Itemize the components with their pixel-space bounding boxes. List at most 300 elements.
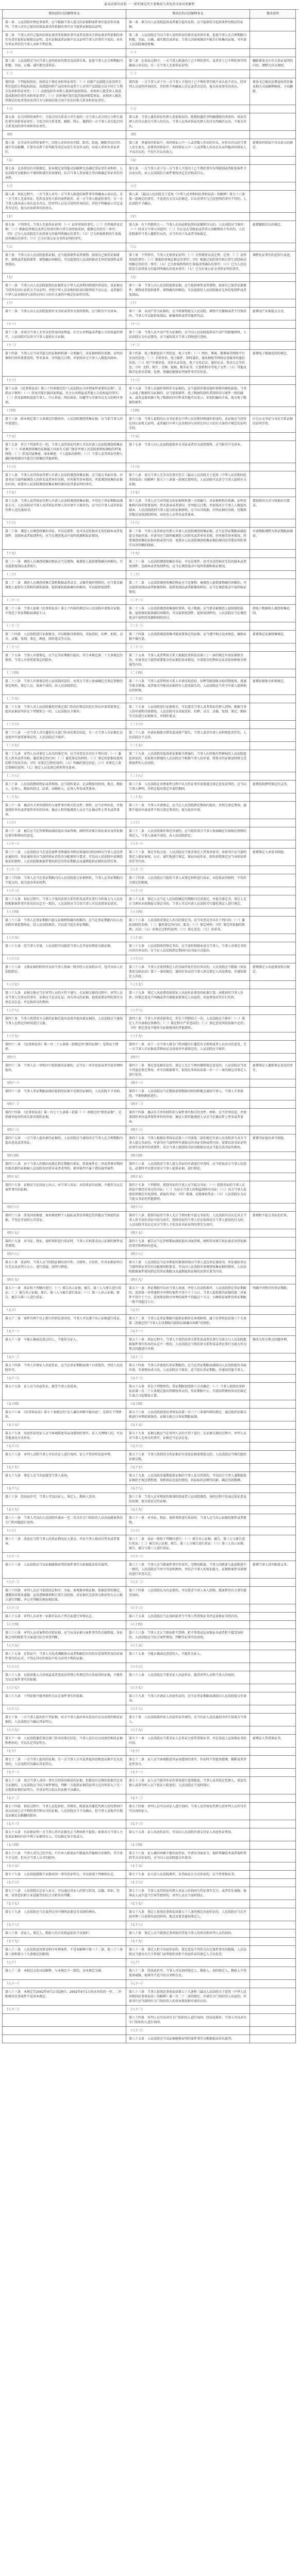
cell-old-text: 第三十三条 人民法院应当在送达案件受理通知书和应诉通知书的同时向当事人送达举证通知书。举证通知书应当载明举证责任的分配原则与要求、可以向人民法院申请调查取证的情形、人民法院根据案件情况指定的举证期限以及逾期提供证据的法律后果。 <box>3 849 126 866</box>
cell-old-text: 第三十六条 当事人在举证期限内提交证据材料确有困难的，应当在举证期限内向人民法院申请延期举证，经人民法院准许，可以适当延长举证期限。 <box>3 917 126 934</box>
cell-old-text: 第五十八条 审判人员和当事人可以对证人进行询问。证人不得旁听法庭审理。 <box>3 1451 126 1464</box>
table-row <box>3 320 296 329</box>
cell-new-text: （四十三） <box>126 1126 250 1134</box>
table-header-row <box>3 10 296 19</box>
table-row <box>3 1621 296 1629</box>
cell-note-text <box>250 1850 296 1862</box>
cell-old-text: （五十） <box>3 1307 126 1315</box>
cell-note-text <box>250 1841 296 1850</box>
cell-new-text: 第一条 原告向人民法院起诉或者被告提出反诉，应当提供符合起诉条件的相应的证据。 <box>126 19 250 31</box>
cell-note-text <box>250 550 296 558</box>
cell-note-text <box>250 165 296 182</box>
cell-new-text: （五十一） <box>126 1328 250 1336</box>
cell-note-text <box>250 1967 296 1980</box>
table-row <box>3 1938 296 1946</box>
cell-old-text: （五十六） <box>3 1443 126 1451</box>
cell-old-text: （四十五） <box>3 1173 126 1181</box>
cell-old-text: 第二十一条 调查人员调查收集的物证应当是原物。被调查人提供原物确有困难的，可以提供复制品或者照片。 <box>3 558 126 571</box>
table-row <box>3 1841 296 1850</box>
cell-new-text: （六） <box>126 182 250 191</box>
column-header-new: 修改后的司法解释条文 <box>126 10 250 19</box>
table-row <box>3 703 296 721</box>
cell-note-text <box>250 1472 296 1485</box>
cell-new-text: （八十二） <box>126 2006 250 2014</box>
cell-note-text <box>250 1748 296 1756</box>
cell-new-text: 第六十六条 当事人无正当理由拒不到场、拒不签署或宣读保证书或者拒不接受询问的，人民法院应当综合案件情况，判断待证事实的真伪。 <box>126 1629 250 1642</box>
table-row <box>3 471 296 489</box>
cell-note-text <box>250 895 296 908</box>
cell-note-text <box>250 377 296 385</box>
cell-old-text: 第十六条 除本规定第十五条规定的情形外，人民法院调查收集证据，应当依当事人的申请进行。 <box>3 415 126 433</box>
cell-old-text: （十四） <box>3 407 126 415</box>
cell-old-text: 第七条 在法律没有具体规定，依本规定及其他司法解释无法确定举证责任承担时，人民法院可以根据公平原则和诚实信用原则，综合当事人举证能力等因素确定举证责任的承担。 <box>3 165 126 182</box>
table-row <box>3 2006 296 2014</box>
table-row <box>3 1353 296 1362</box>
cell-old-text: 第八十一条 人民法院适用简易程序审理案件，不受本解释中第三十二条、第三十三条第三款和第七十九条规定的限制。 <box>3 1946 126 1959</box>
cell-note-text <box>250 1642 296 1650</box>
cell-note-text <box>250 742 296 750</box>
cell-note-text <box>250 157 296 165</box>
table-row <box>3 1421 296 1430</box>
cell-old-text: （五十四） <box>3 1400 126 1409</box>
cell-old-text: （五十七） <box>3 1464 126 1472</box>
cell-new-text: （二十六） <box>126 721 250 729</box>
table-row <box>3 157 296 165</box>
cell-note-text <box>250 558 296 571</box>
cell-new-text: （二十二） <box>126 622 250 631</box>
cell-new-text: （三十九） <box>126 1032 250 1041</box>
table-row <box>3 550 296 558</box>
table-row <box>3 1663 296 1671</box>
cell-new-text: （六十一） <box>126 1553 250 1561</box>
cell-new-text: 第五条 当事人委托诉讼代理人参加诉讼的，除授权委托书明确排除的事项外，诉讼代理人的自认视为当事人的自认。当事人在场对诉讼代理人的自认明确否认的，不视为自认。 <box>126 113 250 131</box>
cell-old-text: （二十三） <box>3 643 126 652</box>
cell-note-text: 新增共同诉讼中自认效力的规定。 <box>250 139 296 157</box>
cell-note-text <box>250 1238 296 1250</box>
cell-note-text <box>250 1443 296 1451</box>
cell-note-text <box>250 1527 296 1535</box>
cell-note-text <box>250 1777 296 1794</box>
cell-note-text <box>250 1514 296 1527</box>
cell-new-text: （八十三） <box>126 2027 250 2035</box>
cell-old-text: （一） <box>3 49 126 57</box>
table-row <box>3 221 296 243</box>
cell-new-text: 第二十四条 人民法院调查收集可能需要鉴定的证据，应当遵守相关技术规范，确保证据不被污染。 <box>126 631 250 643</box>
table-row <box>3 1535 296 1553</box>
table-row <box>3 1604 296 1613</box>
table-row <box>3 1650 296 1663</box>
cell-note-text <box>250 1921 296 1929</box>
cell-old-text: 第五十六条 《民事诉讼法》第七十条规定的“证人确有困难不能出庭”，是指有下列情形。 <box>3 1409 126 1421</box>
table-row <box>3 677 296 695</box>
cell-old-text: 第十八条 当事人及其诉讼代理人申请人民法院调查收集证据，应当提交书面申请。申请书应当载明被调查人的姓名或者单位名称、住所地等基本情况、所要调查收集的证据的内容、需要由人民法院调查收集证据的原因及其要证明的事实。 <box>3 471 126 489</box>
cell-new-text: 第二十三条 人民法院调查收集视听资料、电子数据，应当要求被调查人提供原始载体。提供原始载体确有困难的，可以提供复制件。提供复制件的，人民法院应当在调查笔录中说明其来源和制作经过。 <box>126 605 250 622</box>
comparison-page <box>2 9 296 2576</box>
cell-note-text <box>250 669 296 677</box>
cell-new-text: 第八条 《最高人民法院关于适用〈中华人民共和国民事诉讼法〉的解释》第九十六条第一款规定的事实，不适用有关自认的规定。自认的事实与已经查明的事实不符的，人民法院不予确认。 <box>126 191 250 213</box>
table-row <box>3 1284 296 1307</box>
table-row <box>3 31 296 49</box>
cell-new-text: 第十一条 当事人向人民法院提供证据，应当提供原件或者原物。如需自己保存证据原件、原物或者提供原件、原物确有困难的，可以提供经人民法院核对无异的复制件或者复制品。 <box>126 282 250 299</box>
cell-note-text: 明确不同程序的举证期限。 <box>250 1284 296 1307</box>
cell-new-text: （七十） <box>126 1748 250 1756</box>
table-row <box>3 1879 296 1887</box>
cell-note-text <box>250 1181 296 1204</box>
cell-note-text <box>250 1705 296 1714</box>
table-row <box>3 1871 296 1879</box>
table-row <box>3 1587 296 1604</box>
cell-old-text: （七十九） <box>3 1938 126 1946</box>
cell-old-text: 第六十八条 以侵害他人合法权益或者违反法律禁止性规定的方法取得的证据，不能作为认定案件事实的依据。 <box>3 1671 126 1684</box>
table-row <box>3 1307 296 1315</box>
table-row <box>3 489 296 497</box>
table-row <box>3 887 296 895</box>
cell-note-text <box>250 1400 296 1409</box>
cell-new-text: （十二） <box>126 342 250 350</box>
cell-new-text: （七十五） <box>126 1862 250 1871</box>
table-row <box>3 1748 296 1756</box>
table-row <box>3 1134 296 1152</box>
cell-old-text: （十二） <box>3 342 126 350</box>
table-row <box>3 342 296 350</box>
cell-new-text: （七十三） <box>126 1820 250 1828</box>
cell-new-text: （四十九） <box>126 1276 250 1284</box>
cell-old-text: （五十二） <box>3 1353 126 1362</box>
cell-old-text: （五十一） <box>3 1328 126 1336</box>
cell-new-text: 第六十八条 人民法院应当要求证人出庭作证，接受审判人员和当事人的询问。 <box>126 1671 250 1684</box>
cell-note-text <box>250 1126 296 1134</box>
cell-old-text: （四） <box>3 131 126 139</box>
cell-note-text <box>250 441 296 463</box>
table-row <box>3 1684 296 1692</box>
cell-old-text: （五十五） <box>3 1421 126 1430</box>
cell-new-text: （二十八） <box>126 772 250 781</box>
cell-new-text: 第二条 人民法院应当向当事人说明举证的要求及法律后果，促使当事人在合理期限内积极、全面、正确、诚实地完成举证。当事人因客观原因不能自行收集的证据，可申请人民法院调查收集。 <box>126 31 250 49</box>
cell-old-text: 第三十八条 交换证据的时间可以由当事人协商一致并经人民法院认可，也可以由人民法院指定。 <box>3 963 126 981</box>
table-row <box>3 1204 296 1212</box>
table-row <box>3 2014 296 2027</box>
cell-note-text: 新增当事人真实陈述义务。 <box>250 1561 296 1579</box>
cell-old-text: 第二条 当事人对自己提出的诉讼请求所依据的事实或者反驳对方诉讼请求所依据的事实有责任提供证据加以证明。没有证据或者证据不足以证明当事人的事实主张的，由负有举证责任的当事人承担不利后果。 <box>3 31 126 49</box>
cell-old-text: 第八十三条 本规定自2002年4月1日起施行。2002年4月1日尚未审结的一审、二审和再审民事案件不适用本规定。 <box>3 1988 126 2006</box>
cell-old-text: 第五条 在合同纠纷案件中，主张合同关系成立并生效的一方当事人对合同订立和生效的事实承担举证责任；主张合同关系变更、解除、终止、撤销的一方当事人对引起合同关系变动的事实承担举证责任。 <box>3 113 126 131</box>
cell-new-text: 第五十九条 人民法院对逾期提供证据的当事人处以罚款的，可以结合当事人逾期提供证据的主观过错程度、导致诉讼迟延的情况、诉讼标的金额等因素，确定罚款数额。 <box>126 1472 250 1485</box>
cell-new-text: 第七条 一方当事人对于另一方当事人主张的于己不利的事实有所限制或者附加条件予以承认的，由人民法院综合案件情况决定是否构成自认。 <box>126 165 250 182</box>
cell-old-text: 第五十一条 质证按下列顺序进行：（一）原告出示证据，被告、第三人与原告进行质证；（二）被告出示证据，原告、第三人与被告进行质证；（三）第三人出示证据，原告、被告与第三人进行质证。 <box>3 1284 126 1307</box>
cell-note-text: 新增书证提出命令制度。 <box>250 1134 296 1152</box>
table-row <box>3 1756 296 1769</box>
cell-note-text <box>250 1088 296 1100</box>
cell-new-text: （二十九） <box>126 793 250 802</box>
table-row <box>3 955 296 963</box>
cell-old-text: （六十三） <box>3 1604 126 1613</box>
cell-note-text <box>250 31 296 49</box>
table-row <box>3 213 296 221</box>
cell-new-text: （三十八） <box>126 1007 250 1015</box>
cell-note-text <box>250 819 296 827</box>
cell-old-text: 第四十四条 《民事诉讼法》第一百七十九条第一款第（一）项规定的“新的证据”，是指原审庭审结束后新发现的证据。 <box>3 1109 126 1126</box>
cell-new-text: （十一） <box>126 320 250 329</box>
cell-old-text: 第二十六条 当事人申请鉴定经人民法院同意后，由双方当事人协商确定有鉴定资格的鉴定机构、鉴定人员，协商不成的，由人民法院指定。 <box>3 677 126 695</box>
cell-old-text: （十五） <box>3 433 126 441</box>
cell-new-text: 第五十二条 当事人在举证期限内提供证据存在客观障碍，属于民事诉讼法第六十五条第二款规定的“当事人在该期限内提供证据确有困难”的情形。 <box>126 1315 250 1328</box>
table-row <box>3 1803 296 1820</box>
cell-new-text: （二十四） <box>126 669 250 677</box>
table-row <box>3 1362 296 1375</box>
table-row <box>3 1553 296 1561</box>
table-row <box>3 113 296 131</box>
cell-note-text <box>250 243 296 251</box>
cell-note-text: 新增证人签署保证书。 <box>250 1735 296 1748</box>
cell-new-text: （三十三） <box>126 887 250 895</box>
cell-note-text <box>250 342 296 350</box>
cell-new-text: （三十七） <box>126 981 250 989</box>
cell-old-text: （三） <box>3 105 126 113</box>
cell-new-text: 第三十三条 鉴定开始之前，人民法院应当要求鉴定人签署承诺书。承诺书中应当载明鉴定人保证客观、公正、诚实地进行鉴定，保证出庭作证，如作虚假鉴定应当承担法律责任等内容。 <box>126 849 250 866</box>
cell-new-text: 第十六条 当事人提供的公文书证系在中华人民共和国领域外形成的，该证据应当经所在国公证机关证明，或者履行中华人民共和国与该所在国订立的有关条约中规定的证明手续。 <box>126 415 250 433</box>
cell-note-text: 区分公文书证与身份关系证据的证明手续。 <box>250 415 296 433</box>
cell-new-text: （十八） <box>126 519 250 528</box>
cell-old-text: （四十一） <box>3 1079 126 1088</box>
cell-old-text: 第五十五条 证人应当出庭作证，接受当事人的质询。 <box>3 1383 126 1400</box>
cell-new-text: （一） <box>126 49 250 57</box>
table-row <box>3 1336 296 1353</box>
cell-old-text: 第七十五条 有证据证明一方当事人持有证据无正当理由拒不提供，如果对方当事人主张该证据的内容不利于证据持有人，可以推定该主张成立。 <box>3 1828 126 1841</box>
table-row <box>3 274 296 282</box>
cell-new-text: 第五十七条 证据交换应当在审判人员的主持下进行。在证据交换的过程中，审判人员对当事人无异议的事实、证据应当记录在卷。 <box>126 1430 250 1443</box>
cell-note-text <box>250 1100 296 1109</box>
cell-new-text: 第七十六条 证人确有困难不能出庭作证，申请以书面证言、视听传输技术或者视听资料等方式作证的，应当向人民法院提交申请书。 <box>126 1850 250 1862</box>
cell-note-text <box>250 433 296 441</box>
cell-note-text <box>250 471 296 489</box>
cell-new-text: （六十八） <box>126 1705 250 1714</box>
cell-new-text: 第六十三条 当事人应当就案件事实作真实、完整的陈述。当事人的陈述与此前陈述不一致的，人民法院应当责令其说明理由，并结合当事人的诉讼能力、证据和案件具体情况进行审查认定。 <box>126 1561 250 1579</box>
cell-note-text <box>250 1464 296 1472</box>
table-row <box>3 908 296 917</box>
table-row <box>3 1430 296 1443</box>
cell-new-text: 第八十四条 审判人员可以对有专门知识的人进行询问。经法庭准许，当事人可以对有专门知识的人进行询问。 <box>126 2014 250 2027</box>
cell-old-text: 第五十三条 不能正确表达意志的人，不能作为证人。 <box>3 1336 126 1353</box>
cell-new-text: 第四十九条 被告应当在答辩期届满前提出书面答辩，阐明其对原告诉讼请求及所依据的事实和理由的意见。 <box>126 1238 250 1250</box>
cell-note-text <box>250 1032 296 1041</box>
cell-new-text: 第八十二条 经法庭许可，当事人可以询问鉴定人、勘验人。询问鉴定人、勘验人不得使用威胁、侮辱等不适当的言语和方式。 <box>126 1967 250 1980</box>
table-row <box>3 874 296 887</box>
table-row <box>3 1100 296 1109</box>
table-row <box>3 981 296 989</box>
table-row <box>3 308 296 320</box>
table-row <box>3 1409 296 1421</box>
cell-note-text <box>250 1769 296 1777</box>
cell-new-text: 第十四条 电子数据包括下列信息、电子文件：（一）网页、博客、微博客等网络平台发布的信息；（二）手机短信、电子邮件、即时通信、通讯群组等网络应用服务的通信信息；（三）用户注册信息、身份认证信息、电子交易记录、通信记录、登录日志等信息；（四）文档、图片、音频、视频、数字证书、计算机程序等电子文件；（五）其他以数字化形式存储、处理、传输的能够证明案件事实的信息。 <box>126 350 250 377</box>
cell-new-text: （七十八） <box>126 1921 250 1929</box>
table-row <box>3 1238 296 1250</box>
cell-note-text <box>250 1684 296 1692</box>
cell-note-text <box>250 579 296 597</box>
cell-old-text: （六十二） <box>3 1579 126 1587</box>
cell-old-text: 第二十五条 当事人申请鉴定，应当在举证期限内提出。符合本规定第二十七条规定的情形，当事人申请重新鉴定的除外。 <box>3 652 126 669</box>
cell-note-text <box>250 1803 296 1820</box>
cell-note-text <box>250 643 296 652</box>
cell-note-text <box>250 2006 296 2014</box>
cell-new-text: （三十六） <box>126 955 250 963</box>
cell-note-text <box>250 1604 296 1613</box>
cell-old-text <box>3 2027 126 2035</box>
table-row <box>3 1705 296 1714</box>
table-row <box>3 1887 296 1900</box>
table-row <box>3 165 296 182</box>
table-row <box>3 19 296 31</box>
table-row <box>3 1315 296 1328</box>
cell-new-text: 第四十六条 人民法院对当事人提交书证的申请进行审查时，应当听取对方当事人的意见，必要时可以要求双方当事人提供证据、进行辩论。 <box>126 1160 250 1173</box>
cell-new-text: 第二十九条 人民法院采取诉前证据保全措施后，当事人向其他有管辖权的人民法院提起诉讼的，采取保全措施的人民法院应当根据当事人的申请，将保全的证据及时移交受理案件的人民法院。 <box>126 750 250 772</box>
cell-note-text <box>250 1353 296 1362</box>
cell-note-text <box>250 299 296 308</box>
cell-new-text: 第八十一条 鉴定人拒不出庭作证的，鉴定意见不得作为认定案件事实的根据。人民法院应当建议有关主管部门或者组织对拒不出庭作证的鉴定人予以处罚。 <box>126 1946 250 1959</box>
cell-note-text <box>250 1015 296 1032</box>
column-header-old: 修改前的司法解释条文 <box>3 10 126 19</box>
cell-old-text: （三十三） <box>3 887 126 895</box>
table-row <box>3 1160 296 1173</box>
cell-old-text: 第七十九条 人民法院应当在裁判文书中阐明证据是否采纳的理由。 <box>3 1908 126 1921</box>
table-row <box>3 934 296 942</box>
cell-new-text: 第八十三条 当事人依照民事诉讼法第七十九条和《最高人民法院关于适用〈中华人民共和国民事诉讼法〉的解释》第一百二十二条的规定，申请有专门知识的人出庭的，申请书中应当载明有专门知识的人的基本情况和申请的目的。 <box>126 1988 250 2006</box>
cell-note-text <box>250 1152 296 1160</box>
table-row <box>3 963 296 981</box>
cell-old-text: 第六十六条 审判人员对案件的全部证据，应当从各证据与案件事实的关联程度、各证据之间的联系等方面进行综合审查判断。 <box>3 1629 126 1642</box>
cell-note-text <box>250 721 296 729</box>
table-row <box>3 895 296 908</box>
cell-new-text: （十四） <box>126 407 250 415</box>
cell-old-text: （二十五） <box>3 695 126 703</box>
cell-new-text: 第三条 在诉讼过程中，一方当事人陈述的于己不利的事实，或者对于己不利的事实明确表示承认的，另一方当事人无需举证证明。 <box>126 57 250 70</box>
cell-new-text: 第三十九条 鉴定人出庭费用按照证人出庭作证费用的标准计算，由败诉的当事人负担。因鉴定意见不明确或者有瑕疵需要鉴定人出庭的，出庭费用由其自行负担。 <box>126 989 250 1007</box>
cell-old-text: （七十三） <box>3 1820 126 1828</box>
cell-new-text: （六十四） <box>126 1621 250 1629</box>
table-row <box>3 622 296 631</box>
cell-old-text: 第五十七条 出庭作证的证人应当客观陈述其亲身感知的事实。证人为聋哑人的，可以其他表达方式作证。 <box>3 1430 126 1443</box>
cell-note-text <box>250 802 296 819</box>
table-row <box>3 1181 296 1204</box>
cell-new-text: （八十） <box>126 1959 250 1967</box>
cell-note-text <box>250 329 296 342</box>
cell-new-text: （二十七） <box>126 742 250 750</box>
cell-old-text: （二十九） <box>3 793 126 802</box>
cell-old-text: 第五十二条 案件有两个以上独立的诉讼请求的，当事人可以逐个出示证据进行质证。 <box>3 1315 126 1328</box>
cell-old-text: （三十六） <box>3 955 126 963</box>
table-row <box>3 571 296 579</box>
cell-note-text <box>250 1879 296 1887</box>
cell-new-text: 第二十七条 人民法院进行证据保全，可以要求当事人或者诉讼代理人到场。根据当事人的申请和具体情况，人民法院可以采取查封、扣押、录音、录像、复制、鉴定、勘验等方法进行证据保全，并制作笔录。 <box>126 703 250 721</box>
cell-note-text <box>250 942 296 955</box>
cell-note-text <box>250 213 296 221</box>
table-row <box>3 652 296 669</box>
table-row <box>3 1276 296 1284</box>
cell-note-text <box>250 1421 296 1430</box>
cell-new-text: （八十一） <box>126 1980 250 1988</box>
table-row <box>3 989 296 1007</box>
cell-old-text: 第十二条 当事人向人民法院提供外文书证或者外文说明资料，应当附有中文译本。 <box>3 308 126 320</box>
cell-new-text: （三十一） <box>126 840 250 849</box>
cell-note-text <box>250 1250 296 1259</box>
cell-new-text: （三十二） <box>126 866 250 874</box>
cell-old-text: （十） <box>3 299 126 308</box>
cell-note-text <box>250 729 296 742</box>
cell-old-text: （三十二） <box>3 866 126 874</box>
cell-note-text: 新增电子数据范围的规定。 <box>250 350 296 377</box>
cell-note-text <box>250 1871 296 1879</box>
cell-note-text <box>250 131 296 139</box>
cell-old-text: （十九） <box>3 550 126 558</box>
cell-old-text: 第六十四条 审判人员应当依照法定程序，全面、客观地审核证据，依据法律的规定，遵循法官职业道德，运用逻辑推理和日常生活经验，对证据有无证明力和证明力大小独立进行判断，并公开判断的理由和结果。 <box>3 1587 126 1604</box>
cell-old-text: 第十三条 对双方当事人无争议但涉及国家利益、社会公共利益或者他人合法权益的事实，人民法院可以责令当事人提供有关证据。 <box>3 329 126 342</box>
cell-new-text: 第四十七条 下列情形，控制书证的当事人应当提交书证：（一）控制书证的当事人在诉讼中曾经引用过的书证；（二）为对方当事人的利益制作的书证；（三）对方当事人依照法律规定有权查阅、获取的书证；（四）账簿、记账原始凭证；（五）人民法院认为应当提交书证的其他情形。 <box>126 1181 250 1204</box>
cell-old-text: （六十六） <box>3 1663 126 1671</box>
cell-old-text: （四十六） <box>3 1204 126 1212</box>
cell-old-text: 第十一条 当事人向人民法院提供的证据系在中华人民共和国领域外形成的，该证据应当经所在国公证机关予以证明，并经中华人民共和国驻该国使领馆予以认证，或者履行中华人民共和国与该所在国订立的有关条约中规定的证明手续。 <box>3 282 126 299</box>
cell-new-text: （七十四） <box>126 1841 250 1850</box>
table-row <box>3 1671 296 1684</box>
cell-new-text: （三十五） <box>126 934 250 942</box>
cell-note-text <box>250 1756 296 1769</box>
column-header-note: 修改说明 <box>250 10 296 19</box>
cell-old-text: 第三十七条 经当事人申请，人民法院可以组织当事人在开庭审理前交换证据。 <box>3 942 126 955</box>
cell-new-text: 第五十条 人民法院应当在审理前的准备阶段向当事人送达举证通知书。举证通知书应当载明举证责任的分配原则和要求、可以向人民法院申请调查收集证据的情形、人民法院根据案件情况指定的举证期限以及逾期提供证据的法律后果等内容。 <box>126 1259 250 1276</box>
cell-note-text <box>250 113 296 131</box>
cell-new-text: 第二十一条 人民法院调查收集的书证，可以是原件，也可以是经核对无误的副本或者复制件。是副本或者复制件的，应当在调查笔录中说明来源和取证情况。 <box>126 558 250 571</box>
table-row <box>3 1126 296 1134</box>
table-row <box>3 1109 296 1126</box>
cell-old-text: 第三十一条 摘录有关单位制作的与案件事实相关的文件、材料，应当注明出处，并加盖制作单位或者保管单位的印章，摘录人和其他调查人员应当在摘录件上签名或者盖章。 <box>3 802 126 819</box>
cell-note-text <box>250 1173 296 1181</box>
cell-new-text: 第四十三条 人民法院应当在勘验前将勘验的时间和地点通知当事人。当事人不参加的，不影响勘验进行。 <box>126 1088 250 1100</box>
cell-old-text: 第四十一条 《民事诉讼法》第一百二十五条第一款规定的“新的证据”，是指以下情形。 <box>3 1041 126 1054</box>
cell-note-text: 新增鉴定人出庭费用预交规定。 <box>250 963 296 981</box>
cell-new-text: （七十二） <box>126 1794 250 1803</box>
cell-note-text <box>250 1160 296 1173</box>
cell-note-text <box>250 1276 296 1284</box>
cell-new-text: （十） <box>126 299 250 308</box>
cell-old-text: 第三十四条 当事人应当在举证期限内向人民法院提交证据材料，当事人在举证期限内不提交的，视为放弃举证权利。 <box>3 874 126 887</box>
cell-old-text: 第四十六条 由于当事人的原因未能在指定期限内举证，致使案件在二审或者再审期间因提出新的证据被人民法院发回重审或者改判的，原审裁判不属于错误裁判案件。 <box>3 1160 126 1173</box>
cell-old-text <box>3 2035 126 2043</box>
table-row <box>3 866 296 874</box>
cell-new-text: 第四十一条 对于一方当事人就专门性问题自行委托有关机构或者人员出具的意见，另一方当事人有证据或者理由足以反驳并申请鉴定的，人民法院应予准许。 <box>126 1041 250 1054</box>
cell-old-text: 第七十八条 人民法院认定证人证言，可以通过对证人的智力状况、品德、知识、经验、法律意识和专业技能等的综合分析作出判断。 <box>3 1887 126 1900</box>
cell-old-text: （八十二） <box>3 2006 126 2014</box>
cell-old-text: （三十四） <box>3 908 126 917</box>
table-row <box>3 802 296 819</box>
table-row <box>3 49 296 57</box>
cell-note-text <box>250 1506 296 1514</box>
cell-old-text: 第八十二条 本院过去的司法解释，与本规定不一致的，以本规定为准。 <box>3 1967 126 1980</box>
cell-old-text: 第二十二条 调查人员调查收集计算机数据或者录音、录像等视听资料的，应当要求被调查人提供有关资料的原始载体。提供原始载体确有困难的，可以提供复制件。 <box>3 579 126 597</box>
cell-note-text: 调整免证事实的范围与表述。 <box>250 251 296 274</box>
table-row <box>3 1173 296 1181</box>
cell-new-text: 第十九条 当事人应当对其提交的证据材料逐一分类编号，对证据材料的来源、证明对象和内容作简要说明，签名盖章或者捺印，注明提交日期，并依照对方当事人人数提出副本。人民法院收到当事人提交的证据材料，应当出具收据，注明证据的名称、份数和页数以及收到的时间，由经办人员签名或者盖章。 <box>126 497 250 519</box>
table-row <box>3 1088 296 1100</box>
cell-old-text: （八） <box>3 243 126 251</box>
table-row <box>3 1514 296 1527</box>
cell-new-text: （六十七） <box>126 1684 250 1692</box>
table-row <box>3 1506 296 1514</box>
cell-new-text: 第十五条 当事人以视听资料作为证据的，应当提供存储该视听资料的原始载体。当事人以电子数据作为证据的，应当提供原件。电子数据的制作者制作的与原件一致的副本，或者直接来源于电子数据的打印件或其他可以显示、识别的输出介质，视为电子数据的原件。 <box>126 385 250 407</box>
cell-note-text <box>250 1409 296 1421</box>
table-row <box>3 182 296 191</box>
cell-new-text: 第七十七条 证人经人民法院准许，以书面证言方式作证的，应当签署保证书。 <box>126 1871 250 1879</box>
cell-old-text: （二十一） <box>3 597 126 605</box>
cell-new-text: 第四十五条 当事人根据民事诉讼法第六十四条第二款的规定申请人民法院责令对方当事人提交书证的，申请书应当载明所申请提交的书证名称或者内容、需要以该书证证明的事实及事实的重要性、对方当事人控制该书证的根据以及应当提交该书证的理由。 <box>126 1134 250 1152</box>
cell-note-text: 新增鉴定人撤销鉴定意见的责任。 <box>250 1062 296 1079</box>
